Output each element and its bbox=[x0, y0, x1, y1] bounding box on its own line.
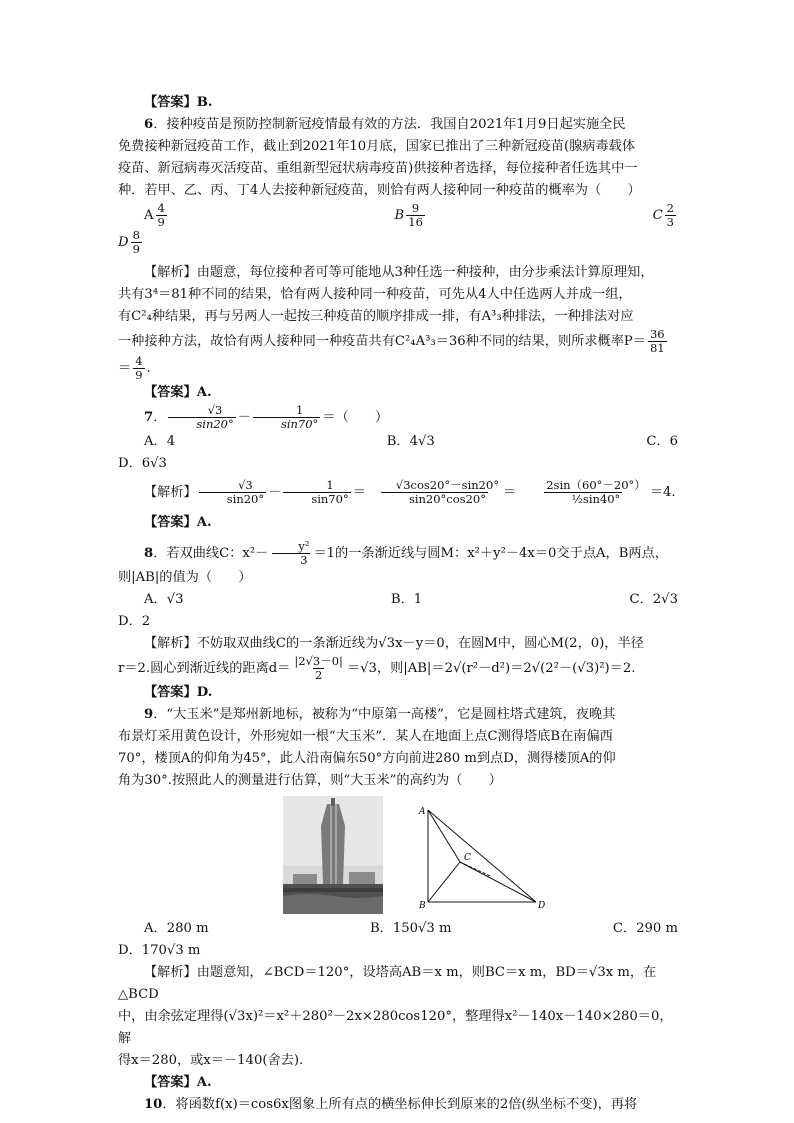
geometry-diagram bbox=[418, 802, 548, 912]
q7-options-row bbox=[118, 431, 678, 453]
answer-9: 【答案】A. bbox=[144, 1075, 212, 1090]
q6-solution-5: ＝ $\frac{4}{9}$ . bbox=[118, 354, 151, 382]
q8-solution-2: r＝2.圆心到渐近线的距离d＝ $\frac{|2√3-0|}{2}$ ＝√3，则|AB|＝2√(r²－d²)＝2√(2²－(√3)²)＝2. bbox=[118, 654, 636, 682]
q9-solution-1: 【解析】由题意知，∠BCD＝120°，设塔高AB＝x m，则BC＝x m，BD＝√3x m，在△BCD bbox=[118, 965, 657, 1002]
q7-number: 7 bbox=[144, 410, 154, 425]
q7-option-b: B．4√3 bbox=[386, 434, 435, 449]
q6-option-a: A $\frac{4}{9}$ bbox=[144, 201, 165, 229]
q6-line-4: 种．若甲、乙、丙、丁4人去接种新冠疫苗，则恰有两人接种同一种疫苗的概率为（ ） bbox=[118, 183, 641, 198]
q9-options-row bbox=[118, 918, 678, 940]
q6-solution-2: 共有3⁴＝81种不同的结果，恰有两人接种同一种疫苗，可先从4人中任选两人并成一组， bbox=[118, 287, 632, 302]
q6-options-row bbox=[118, 202, 678, 229]
q6-line-3: 疫苗、新冠病毒灭活疫苗、重组新型冠状病毒疫苗)供接种者选择，每位接种者任选其中一 bbox=[118, 161, 638, 176]
worksheet bbox=[118, 92, 678, 1116]
q7-option-d: D．6√3 bbox=[118, 456, 167, 471]
q9-line-2: 布景灯采用黄色设计，外形宛如一根“大玉米”．某人在地面上点C测得塔底B在南偏西 bbox=[118, 729, 613, 744]
q8-option-c: C．2√3 bbox=[629, 592, 678, 607]
question-8-stem: 8．若双曲线C：x²－ $\frac{\text{y²}}{3}$ ＝1的一条渐近线与圆M：x²＋y²－4x＝0交于点A，B两点， bbox=[144, 539, 668, 567]
q9-option-b: B．150√3 m bbox=[369, 921, 452, 936]
q6-option-d: D $\frac{8}{9}$ bbox=[118, 228, 140, 256]
answer-5: 【答案】B. bbox=[144, 95, 213, 110]
label-d: D bbox=[538, 901, 546, 911]
q9-option-c: C．290 m bbox=[612, 921, 678, 936]
label-a: A bbox=[419, 807, 426, 817]
building-photo bbox=[283, 796, 383, 914]
q9-solution-2: 中，由余弦定理得(√3x)²＝x²＋280²－2x×280cos120°，整理得x²－140x－140×280＝0，解 bbox=[118, 1009, 673, 1046]
q8-option-d: D．2 bbox=[118, 614, 151, 629]
q9-number: 9 bbox=[144, 707, 154, 722]
q6-solution-4: 一种接种方法，故恰有两人接种同一种疫苗共有C²₄A³₃＝36种不同的结果，则所求概率P＝ $\frac{36}{81}$ bbox=[118, 327, 665, 355]
q9-line-4: 角为30°.按照此人的测量进行估算，则“大玉米”的高约为（ ） bbox=[118, 773, 502, 788]
q8-option-a: A．√3 bbox=[144, 592, 184, 607]
q8-option-b: B．1 bbox=[390, 592, 423, 607]
q8-solution-1: 【解析】不妨取双曲线C的一条渐近线为√3x－y＝0，在圆M中，圆心M(2，0)，半径 bbox=[144, 636, 644, 651]
q6-solution-1: 【解析】由题意，每位接种者可等可能地从3种任选一种接种，由分步乘法计算原理知， bbox=[144, 265, 654, 280]
q9-option-a: A．280 m bbox=[144, 921, 209, 936]
q9-line-3: 70°，楼顶A的仰角为45°，此人沿南偏东50°方向前进280 m到点D，测得楼顶A的仰 bbox=[118, 751, 616, 766]
question-7-stem: 7． $\frac{√3}{\sin 20^\circ}$ － $\frac{1}{\sin 70^\circ}$ ＝（ ） bbox=[144, 403, 389, 431]
q9-solution-3: 得x＝280，或x＝－140(舍去). bbox=[118, 1053, 304, 1068]
question-10-stem: 10．将函数f(x)＝cos6x图象上所有点的横坐标伸长到原来的2倍(纵坐标不变)，再将 bbox=[144, 1097, 638, 1112]
q7-option-c: C．6 bbox=[646, 434, 678, 449]
q8-number: 8 bbox=[144, 546, 154, 561]
q8-line-2: 则|AB|的值为（ ） bbox=[118, 570, 252, 585]
answer-8: 【答案】D. bbox=[144, 685, 213, 700]
q6-solution-3: 有C²₄种结果，再与另两人一起按三种疫苗的顺序排成一排，有A³₃种排法，一种排法对应 bbox=[118, 309, 634, 324]
answer-6: 【答案】A. bbox=[144, 385, 212, 400]
answer-7: 【答案】A. bbox=[144, 515, 212, 530]
q10-number: 10 bbox=[144, 1097, 163, 1112]
q7-option-a: A．4 bbox=[144, 434, 176, 449]
label-b: B bbox=[419, 901, 426, 911]
q9-option-d: D．170√3 m bbox=[118, 943, 201, 958]
q6-option-b: B $\frac{9}{16}$ bbox=[394, 201, 423, 229]
q6-line-2: 免费接种新冠疫苗工作，截止到2021年10月底，国家已推出了三种新冠疫苗(腺病毒载体 bbox=[118, 139, 636, 154]
question-6-stem bbox=[118, 114, 678, 136]
q6-line-1: ．接种疫苗是预防控制新冠疫情最有效的方法．我国自2021年1月9日起实施全民 bbox=[153, 117, 626, 132]
label-c: C bbox=[464, 853, 471, 863]
q9-figures bbox=[118, 796, 678, 916]
q6-number: 6 bbox=[144, 117, 154, 132]
question-9-stem: 9．“大玉米”是郑州新地标，被称为“中原第一高楼”，它是圆柱塔式建筑，夜晚其 bbox=[144, 707, 616, 722]
q7-solution: 【解析】 $\frac{√3}{\sin 20^\circ}$ － $\frac{1}{\sin 70^\circ}$ ＝ $\frac{√3\cos 20^\circ-\sin 20^\circ}{\sin 20^\circ\cos 20^\circ}$ ＝ $\frac{2\sin(60^\circ-20^\circ)}{\text{½sin40°}}$ ＝4. bbox=[144, 478, 676, 506]
q8-options-row bbox=[118, 589, 678, 611]
q6-option-c: C $\frac{2}{3}$ bbox=[652, 201, 674, 229]
